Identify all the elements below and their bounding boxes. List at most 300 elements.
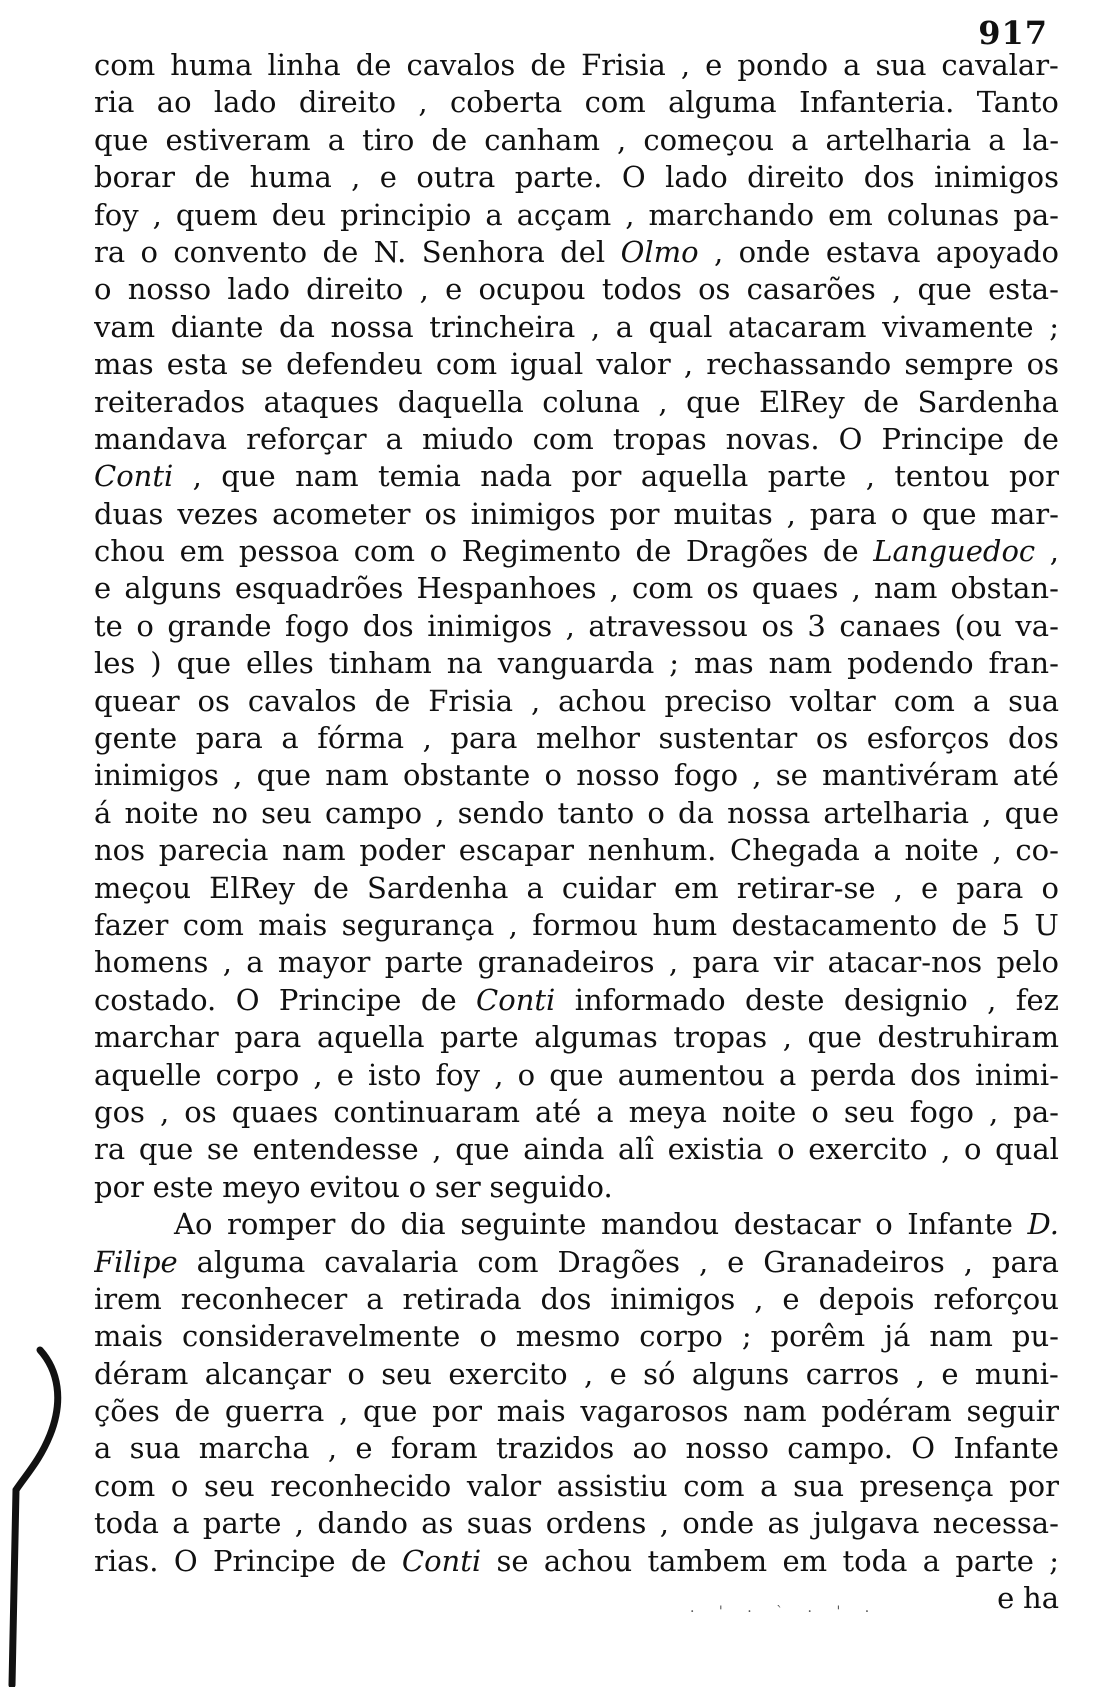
- word: os: [698, 272, 731, 307]
- text-line: [94, 684, 1059, 721]
- word: seguinte: [460, 1207, 587, 1242]
- word: e: [445, 272, 463, 307]
- word: N.: [373, 234, 407, 269]
- text-line: [94, 1058, 1059, 1095]
- word: dos: [540, 1281, 592, 1316]
- word: ,: [422, 721, 432, 756]
- word: Principe: [212, 1543, 336, 1578]
- text-line: [94, 796, 1059, 833]
- word: costado.: [94, 982, 217, 1017]
- word: por: [1009, 459, 1059, 494]
- word: 3: [807, 608, 826, 643]
- word: Principe: [881, 421, 1005, 456]
- word: ,: [658, 384, 668, 419]
- word: consideravelmente: [181, 1319, 461, 1354]
- word: Tanto: [976, 85, 1059, 120]
- word: destacar: [733, 1207, 861, 1242]
- word: tanto: [557, 795, 635, 830]
- word: tiro: [362, 122, 415, 157]
- word: nam: [295, 459, 359, 494]
- word: Ao: [174, 1207, 213, 1242]
- word: a: [385, 421, 403, 456]
- word: com: [94, 48, 156, 82]
- word: os: [815, 721, 849, 756]
- word: esta: [166, 347, 228, 382]
- word: Sardenha: [917, 384, 1059, 419]
- word: que: [256, 758, 312, 793]
- word: os: [184, 1094, 217, 1129]
- word: ainda: [523, 1132, 605, 1167]
- word: ,: [313, 1057, 323, 1092]
- word: a: [485, 197, 503, 232]
- word: ser: [434, 1169, 481, 1204]
- word: marchando: [648, 197, 815, 232]
- word: parte: [767, 459, 847, 494]
- word: parte: [955, 1543, 1034, 1578]
- word: tropas: [612, 421, 707, 456]
- word: escapar: [458, 833, 574, 868]
- word: mas: [694, 646, 754, 681]
- word: vezes: [177, 496, 259, 531]
- word: parte: [384, 945, 464, 980]
- text-line: [94, 235, 1059, 272]
- word: que: [363, 1394, 418, 1429]
- word: mandou: [600, 1207, 720, 1242]
- word: na: [446, 646, 483, 681]
- word: mas: [94, 347, 154, 382]
- word: ,: [915, 1356, 925, 1391]
- word: sustentar: [658, 721, 798, 756]
- word: a: [172, 1506, 190, 1541]
- word: cavalos: [247, 683, 357, 718]
- word: continuaram: [333, 1094, 520, 1129]
- word: gos: [94, 1094, 145, 1129]
- word: pa-: [1013, 197, 1059, 232]
- word: que: [922, 496, 977, 531]
- word: fogo: [673, 758, 739, 793]
- word: o: [408, 1169, 427, 1204]
- word: reforçou: [933, 1281, 1059, 1316]
- word: entendesse: [252, 1132, 419, 1167]
- word: formou: [532, 907, 638, 942]
- word: ,: [782, 1020, 792, 1055]
- word: muni-: [974, 1356, 1059, 1391]
- text-line: [94, 1544, 1059, 1581]
- word: de: [355, 48, 392, 82]
- word: nam: [929, 1319, 993, 1354]
- word: o: [517, 1057, 536, 1092]
- word: O: [621, 160, 646, 195]
- word: tentou: [894, 459, 990, 494]
- word: quaes: [231, 1094, 319, 1129]
- word: canaes: [839, 608, 941, 643]
- word: esforços: [866, 721, 990, 756]
- word: as: [767, 1506, 800, 1541]
- word: que: [221, 459, 276, 494]
- word: lado: [227, 272, 290, 307]
- word: foy: [94, 197, 139, 232]
- word: Frisia: [581, 48, 666, 82]
- word: ao: [156, 85, 192, 120]
- word: e: [727, 1244, 745, 1279]
- italic-word: Conti: [476, 982, 556, 1017]
- word: a: [873, 833, 891, 868]
- word: com: [182, 907, 244, 942]
- word: algumas: [534, 1020, 658, 1055]
- word: foy: [435, 1057, 481, 1092]
- word: nada: [480, 459, 553, 494]
- word: a: [988, 122, 1006, 157]
- text-line: [94, 347, 1059, 384]
- word: as: [421, 1506, 454, 1541]
- word: mais: [258, 907, 328, 942]
- word: achou: [543, 1543, 633, 1578]
- word: Granadeiros: [763, 1244, 945, 1279]
- word: quear: [94, 683, 180, 718]
- word: se: [775, 758, 808, 793]
- word: ,: [419, 272, 429, 307]
- word: alguma: [196, 1244, 306, 1279]
- word: julgava: [812, 1506, 920, 1541]
- word: alguns: [124, 571, 222, 606]
- word: casarões: [746, 272, 876, 307]
- word: parte.: [514, 160, 603, 195]
- page-number: 917: [978, 14, 1048, 52]
- word: pa-: [1013, 1094, 1059, 1129]
- word: mar-: [990, 496, 1059, 531]
- word: o: [136, 608, 154, 643]
- word: com: [353, 534, 415, 569]
- word: fazer: [94, 907, 169, 942]
- word: destacamento: [731, 907, 938, 942]
- word: ,: [609, 571, 619, 606]
- word: marcha: [198, 1431, 310, 1466]
- word: parte: [202, 1506, 282, 1541]
- word: o: [811, 1094, 829, 1129]
- word: O: [235, 982, 260, 1017]
- word: ;: [741, 1319, 752, 1354]
- word: porêm: [770, 1319, 866, 1354]
- word: para: [692, 945, 760, 980]
- word: (ou: [954, 608, 1002, 643]
- word: cavalaria: [324, 1244, 459, 1279]
- word: ElRey: [758, 384, 845, 419]
- word: inimigos: [427, 608, 553, 643]
- word: de: [822, 534, 859, 569]
- text-line: [94, 1506, 1059, 1543]
- word: grande: [167, 608, 272, 643]
- text-line: [94, 571, 1059, 608]
- word: de: [431, 122, 468, 157]
- text-line: [94, 1245, 1059, 1282]
- word: ções: [94, 1394, 160, 1429]
- word: que: [686, 384, 741, 419]
- word: aquella: [640, 459, 749, 494]
- word: novas.: [725, 421, 820, 456]
- word: estava: [825, 234, 921, 269]
- word: ,: [565, 608, 575, 643]
- word: preciso: [664, 683, 772, 718]
- word: todos: [601, 272, 682, 307]
- word: nam: [743, 1394, 807, 1429]
- word: corpo: [639, 1319, 723, 1354]
- text-line: [94, 85, 1059, 122]
- word: artelharia: [825, 122, 972, 157]
- text-line: [94, 459, 1059, 496]
- word: mandava: [94, 421, 227, 456]
- word: ;: [1049, 309, 1059, 344]
- print-specks: · ' · ` · ' ·: [690, 1604, 880, 1620]
- word: nam: [282, 833, 346, 868]
- text-line: [94, 983, 1059, 1020]
- text-line: [94, 1357, 1059, 1394]
- word: a: [615, 309, 634, 344]
- word: sua: [793, 1468, 844, 1503]
- word: Sardenha: [366, 870, 509, 905]
- word: pessoa: [238, 534, 340, 569]
- text-line: [94, 160, 1059, 197]
- word: ,: [865, 459, 875, 494]
- word: evitou: [309, 1169, 400, 1204]
- word: o: [890, 496, 909, 531]
- word: a: [972, 683, 991, 718]
- word: Dragões: [685, 534, 809, 569]
- word: seu: [203, 1468, 255, 1503]
- text-line: [94, 1319, 1059, 1356]
- word: de: [420, 982, 457, 1017]
- word: aquella: [316, 1020, 425, 1055]
- word: a: [94, 1431, 112, 1466]
- word: com: [477, 1244, 539, 1279]
- word: ,: [941, 1132, 951, 1167]
- word: exercito: [808, 1132, 928, 1167]
- word: defendeu: [286, 347, 423, 382]
- word: a: [281, 721, 299, 756]
- word: começou: [643, 122, 775, 157]
- word: em: [828, 197, 873, 232]
- word: o: [647, 795, 665, 830]
- word: e: [705, 48, 723, 82]
- body-text: [94, 48, 1059, 1618]
- word: ,: [683, 347, 694, 382]
- word: huma: [170, 48, 253, 82]
- word: obstante: [402, 758, 531, 793]
- word: pondo: [737, 48, 829, 82]
- word: O: [838, 421, 863, 456]
- word: guerra: [224, 1394, 325, 1429]
- word: os: [761, 608, 794, 643]
- word: campo: [325, 795, 423, 830]
- word: ,: [668, 945, 679, 980]
- word: fórma: [317, 721, 405, 756]
- word: te: [94, 608, 123, 643]
- text-line: [94, 871, 1059, 908]
- word: direito: [306, 272, 404, 307]
- word: acometer: [272, 496, 411, 531]
- word: parecia: [158, 833, 269, 868]
- word: tinham: [328, 646, 432, 681]
- word: ra: [94, 1132, 126, 1167]
- word: de: [530, 48, 567, 82]
- word: ElRey: [209, 870, 295, 905]
- word: com: [532, 421, 594, 456]
- word: marchar: [94, 1020, 219, 1055]
- word: para: [450, 721, 518, 756]
- word: perda: [810, 1057, 896, 1092]
- word: retirar-se: [736, 870, 876, 905]
- word: ,: [659, 1506, 669, 1541]
- word: valor: [596, 347, 671, 382]
- text-line: [94, 646, 1059, 683]
- word: suas: [466, 1506, 533, 1541]
- word: para: [195, 721, 263, 756]
- word: temia: [377, 459, 461, 494]
- word: o: [1041, 870, 1059, 905]
- margin-bracket-mark: [6, 1340, 66, 1687]
- word: aquelle: [94, 1057, 202, 1092]
- word: esquadrões: [234, 571, 404, 606]
- word: onde: [738, 234, 811, 269]
- word: nosso: [685, 1431, 769, 1466]
- word: onde: [682, 1506, 755, 1541]
- word: noite: [124, 795, 199, 830]
- text-line: [94, 534, 1059, 571]
- text-line: [94, 198, 1059, 235]
- word: duas: [94, 496, 164, 531]
- word: ,: [339, 1394, 349, 1429]
- word: fez: [1015, 982, 1059, 1017]
- word: estiveram: [165, 122, 311, 157]
- word: poder: [359, 833, 445, 868]
- word: deste: [744, 982, 825, 1017]
- word: cavalos: [406, 48, 516, 82]
- word: ,: [982, 795, 992, 830]
- word: só: [643, 1356, 676, 1391]
- word: o: [429, 534, 448, 569]
- word: os: [197, 683, 230, 718]
- text-line: [94, 833, 1059, 870]
- word: nam: [325, 758, 389, 793]
- italic-word: Olmo: [620, 234, 699, 269]
- word: cuidar: [561, 870, 656, 905]
- word: Dragões: [557, 1244, 680, 1279]
- word: a: [246, 945, 264, 980]
- word: meya: [628, 1094, 707, 1129]
- word: ,: [351, 160, 361, 195]
- word: e: [336, 1057, 354, 1092]
- word: ,: [851, 571, 861, 606]
- word: para: [956, 870, 1024, 905]
- word: meçou: [94, 870, 192, 905]
- text-line: [94, 385, 1059, 422]
- word: dos: [362, 608, 414, 643]
- word: déram: [94, 1356, 189, 1391]
- word: designio: [843, 982, 968, 1017]
- word: principio: [340, 197, 472, 232]
- word: diante: [170, 309, 264, 344]
- word: aumentou: [617, 1057, 765, 1092]
- word: a: [327, 122, 346, 157]
- word: ,: [590, 309, 601, 344]
- word: com: [683, 1468, 745, 1503]
- word: seu: [261, 795, 312, 830]
- word: qual: [995, 1132, 1059, 1167]
- word: e: [379, 160, 397, 195]
- word: meyo: [222, 1169, 301, 1204]
- word: de: [1023, 421, 1059, 456]
- word: nenhum.: [587, 833, 717, 868]
- word: Infanteria.: [799, 85, 955, 120]
- word: mantivéram: [822, 758, 999, 793]
- word: vagarosos: [580, 1394, 729, 1429]
- word: gente: [94, 721, 178, 756]
- word: e: [997, 1581, 1015, 1616]
- word: no: [211, 795, 248, 830]
- word: nossa: [727, 795, 811, 830]
- word: nam: [873, 571, 938, 606]
- word: por: [432, 1394, 483, 1429]
- word: e: [609, 1356, 627, 1391]
- text-line: [94, 310, 1059, 347]
- word: rias.: [94, 1543, 159, 1578]
- word: reconhecer: [180, 1281, 348, 1316]
- word: acçam: [516, 197, 612, 232]
- text-line: [94, 497, 1059, 534]
- word: que: [917, 272, 972, 307]
- italic-word: Languedoc: [873, 534, 1036, 569]
- word: da: [279, 309, 315, 344]
- word: a: [760, 1468, 778, 1503]
- word: 5: [1001, 907, 1021, 942]
- word: obstan-: [950, 571, 1059, 606]
- word: ,: [152, 197, 162, 232]
- word: e: [782, 1281, 800, 1316]
- text-line: [94, 945, 1059, 982]
- word: o: [777, 1132, 795, 1167]
- word: mayor: [277, 945, 371, 980]
- text-line: [94, 1469, 1059, 1506]
- word: nos: [94, 833, 146, 868]
- word: pelo: [996, 945, 1059, 980]
- word: igual: [510, 347, 584, 382]
- word: lado: [213, 85, 277, 120]
- text-line: [94, 1581, 1059, 1618]
- word: apoyado: [935, 234, 1059, 269]
- word: em: [673, 870, 719, 905]
- word: Infante: [953, 1431, 1059, 1466]
- word: muitas: [673, 496, 773, 531]
- word: este: [152, 1169, 214, 1204]
- word: va-: [1015, 608, 1059, 643]
- word: trazidos: [495, 1431, 615, 1466]
- word: a: [791, 122, 809, 157]
- word: dando: [317, 1506, 408, 1541]
- word: ataques: [263, 384, 380, 419]
- word: ra: [94, 234, 126, 269]
- word: em: [782, 1543, 828, 1578]
- word: alî: [618, 1132, 654, 1167]
- word: ao: [632, 1431, 668, 1466]
- word: vanguarda: [497, 646, 655, 681]
- word: Infante: [907, 1207, 1013, 1242]
- word: ,: [432, 1132, 442, 1167]
- word: ,: [530, 683, 541, 718]
- word: para: [991, 1244, 1059, 1279]
- word: ;: [669, 646, 680, 681]
- word: ,: [891, 272, 902, 307]
- word: foram: [390, 1431, 478, 1466]
- text-line: [94, 1020, 1059, 1057]
